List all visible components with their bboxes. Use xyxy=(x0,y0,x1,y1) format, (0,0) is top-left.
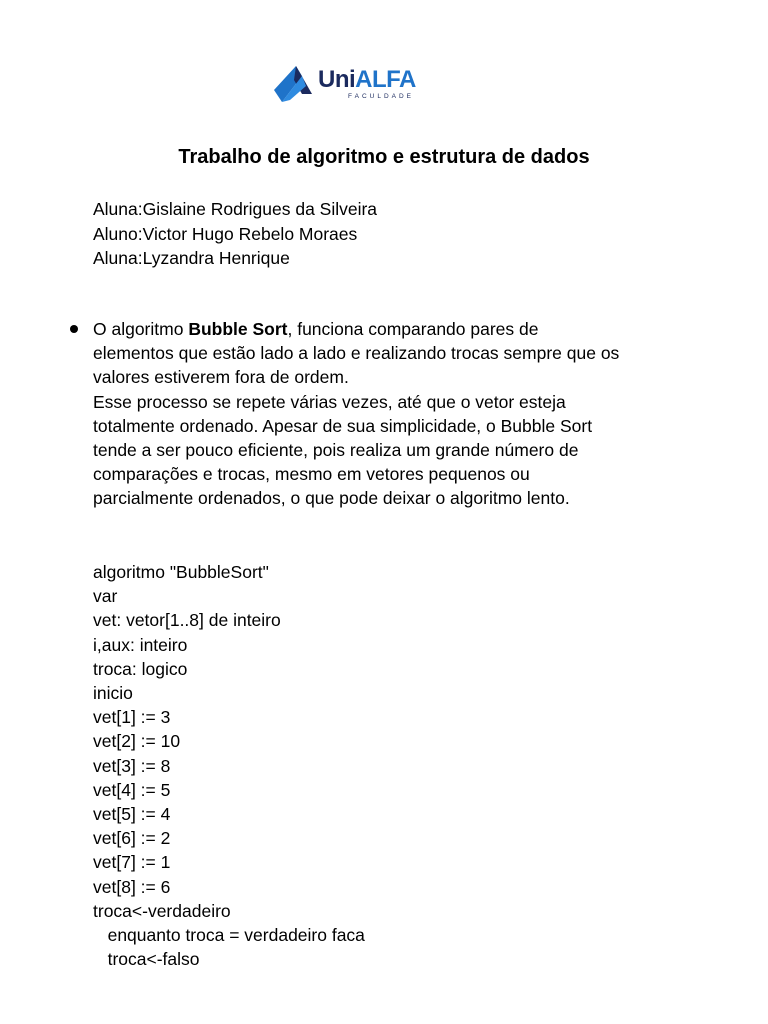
paragraph-line: parcialmente ordenados, o que pode deixar o algoritmo lento. xyxy=(93,488,570,509)
code-line: vet[7] := 1 xyxy=(93,852,171,873)
code-line: vet: vetor[1..8] de inteiro xyxy=(93,610,281,631)
code-line: vet[1] := 3 xyxy=(93,707,171,728)
code-line: vet[4] := 5 xyxy=(93,779,171,800)
code-line: troca<-verdadeiro xyxy=(93,900,231,921)
code-line: i,aux: inteiro xyxy=(93,634,188,655)
author-line: Aluno:Victor Hugo Rebelo Moraes xyxy=(93,223,358,244)
document-title: Trabalho de algoritmo e estrutura de dados xyxy=(178,146,590,168)
code-line: var xyxy=(93,586,118,607)
bold-term: Bubble Sort xyxy=(188,319,288,339)
unialfa-logo-icon xyxy=(272,64,314,104)
bullet-point xyxy=(70,325,78,333)
code-line: inicio xyxy=(93,683,133,704)
code-line: troca: logico xyxy=(93,658,188,679)
logo-text xyxy=(318,65,416,101)
paragraph-line: tende a ser pouco eficiente, pois realiza um grande número de xyxy=(93,440,579,461)
author-line: Aluna:Gislaine Rodrigues da Silveira xyxy=(93,199,378,219)
code-line: algoritmo "BubbleSort" xyxy=(93,562,269,582)
logo-uni: Uni xyxy=(318,65,356,93)
unialfa-logo xyxy=(272,57,494,111)
paragraph-text: , funciona comparando pares de xyxy=(287,319,539,339)
paragraph-line: valores estiverem fora de ordem. xyxy=(93,367,349,388)
paragraph-line: comparações e trocas, mesmo em vetores pequenos ou xyxy=(93,464,530,485)
logo-subtitle: FACULDADE xyxy=(348,92,415,100)
code-line: enquanto troca = verdadeiro faca xyxy=(93,925,365,946)
code-line: vet[5] := 4 xyxy=(93,804,171,825)
paragraph-line: Esse processo se repete várias vezes, até que o vetor esteja xyxy=(93,391,566,412)
code-line: troca<-falso xyxy=(93,949,200,970)
paragraph-text: O algoritmo xyxy=(93,319,189,339)
code-line: vet[6] := 2 xyxy=(93,828,171,849)
logo-alfa: ALFA xyxy=(355,65,416,93)
code-line: vet[8] := 6 xyxy=(93,876,171,897)
authors-list xyxy=(93,197,377,271)
code-line: vet[2] := 10 xyxy=(93,731,181,752)
author-line: Aluna:Lyzandra Henrique xyxy=(93,248,290,268)
bubble-sort-description xyxy=(93,317,619,511)
code-line: vet[3] := 8 xyxy=(93,755,171,776)
logo-wordmark xyxy=(318,65,416,93)
pseudocode-block xyxy=(93,560,365,971)
paragraph-line: elementos que estão lado a lado e realizando trocas sempre que os xyxy=(93,343,620,364)
paragraph-line xyxy=(93,317,619,341)
paragraph-line: totalmente ordenado. Apesar de sua simplicidade, o Bubble Sort xyxy=(93,415,593,436)
